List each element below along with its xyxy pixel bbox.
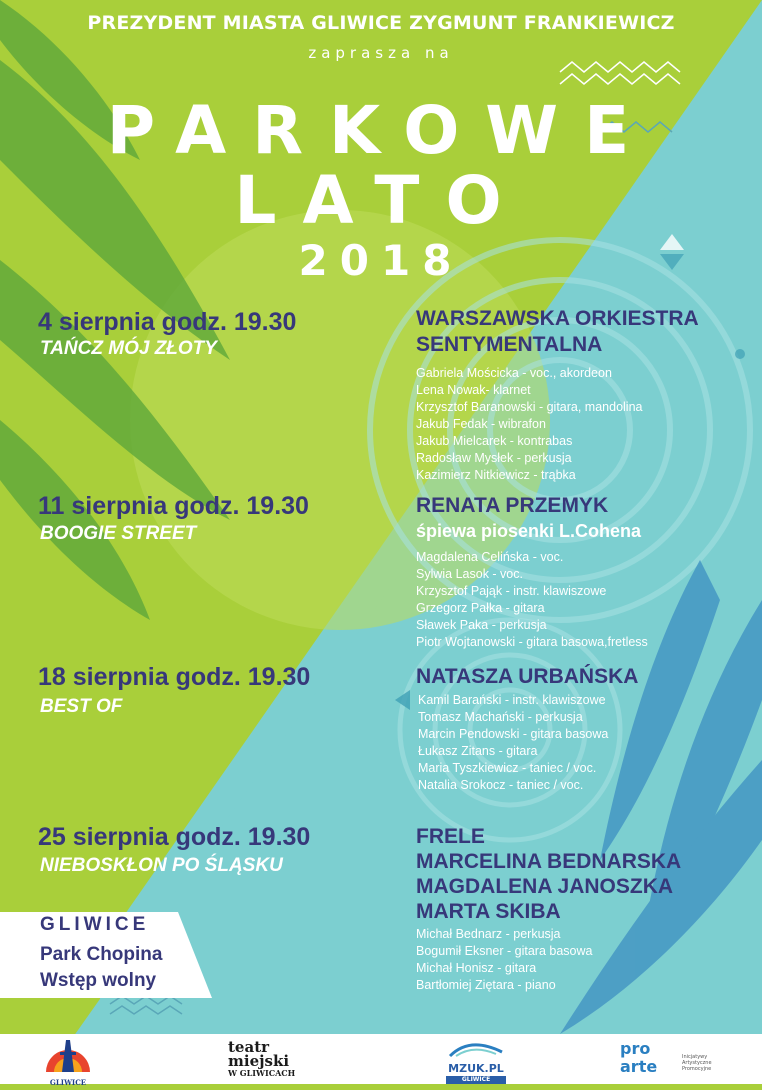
- member: Bogumił Eksner - gitara basowa: [416, 944, 593, 958]
- member: Bartłomiej Ziętara - piano: [416, 978, 556, 992]
- member: Kazimierz Nitkiewicz - trąbka: [416, 468, 576, 482]
- band-line: MARCELINA BEDNARSKA: [416, 850, 682, 873]
- event-program: NIEBOSKŁON PO ŚLĄSKU: [40, 855, 283, 876]
- event-date: 18 sierpnia godz. 19.30: [38, 663, 311, 691]
- year: 2018: [298, 236, 464, 285]
- event-band: [416, 493, 608, 519]
- gliwice-logo: [40, 1038, 96, 1087]
- member: Gabriela Mościcka - voc., akordeon: [416, 366, 612, 380]
- sponsor-footer: [0, 1034, 762, 1087]
- member: Krzysztof Baranowski - gitara, mandolina: [416, 400, 643, 414]
- member: Jakub Mielcarek - kontrabas: [416, 434, 573, 448]
- member: Radosław Mysłek - perkusja: [416, 451, 572, 465]
- member: Krzysztof Pająk - instr. klawiszowe: [416, 584, 607, 598]
- member: Grzegorz Pałka - gitara: [416, 601, 545, 615]
- member: Tomasz Machański - perkusja: [418, 710, 583, 724]
- event-band: [416, 306, 699, 358]
- venue-place: Park Chopina: [40, 944, 163, 965]
- venue-box: [0, 912, 212, 998]
- gliwice-emblem-icon: [40, 1038, 96, 1072]
- event-program: BOOGIE STREET: [40, 523, 197, 544]
- miejski-word: miejski: [228, 1052, 290, 1070]
- w-gliwicach-word: W GLIWICACH: [228, 1068, 296, 1078]
- event-program: TAŃCZ MÓJ ZŁOTY: [40, 338, 217, 359]
- member-list: [416, 926, 592, 994]
- band-line: MAGDALENA JANOSZKA: [416, 875, 674, 898]
- band-line: RENATA PRZEMYK: [416, 494, 609, 517]
- venue-entry: Wstęp wolny: [40, 970, 157, 991]
- band-line: FRELE: [416, 825, 485, 848]
- event-date: 4 sierpnia godz. 19.30: [38, 308, 297, 336]
- mzuk-logo: [446, 1040, 506, 1084]
- title-line-2: LATO: [234, 162, 528, 239]
- organizer-line: PREZYDENT MIASTA GLIWICE ZYGMUNT FRANKIEWICZ: [87, 12, 675, 34]
- event-band: [416, 824, 681, 924]
- band-subtitle: śpiewa piosenki L.Cohena: [416, 521, 642, 541]
- mzuk-wave-icon: [446, 1040, 506, 1058]
- member-list: [416, 365, 642, 484]
- member: Maria Tyszkiewicz - taniec / voc.: [418, 761, 597, 775]
- member: Jakub Fedak - wibrafon: [416, 417, 546, 431]
- teatr-word: teatr: [228, 1038, 270, 1056]
- member-list: [418, 692, 608, 794]
- band-line: SENTYMENTALNA: [416, 333, 603, 356]
- band-line: NATASZA URBAŃSKA: [416, 665, 639, 688]
- event-band: [416, 664, 638, 690]
- invite-line: zaprasza na: [308, 44, 454, 62]
- teatr-miejski-logo: [228, 1040, 308, 1078]
- band-line: MARTA SKIBA: [416, 900, 561, 923]
- pro-arte-logo: [620, 1040, 740, 1080]
- member: Piotr Wojtanowski - gitara basowa,fretless: [416, 635, 648, 649]
- gliwice-logo-caption: GLIWICE: [49, 1078, 87, 1087]
- event-date: 11 sierpnia godz. 19.30: [38, 492, 309, 520]
- event-date: 25 sierpnia godz. 19.30: [38, 823, 311, 851]
- band-line: WARSZAWSKA ORKIESTRA: [416, 307, 699, 330]
- member: Michał Bednarz - perkusja: [416, 927, 561, 941]
- member: Natalia Srokocz - taniec / voc.: [418, 778, 584, 792]
- member: Sylwia Lasok - voc.: [416, 567, 523, 581]
- mzuk-main-text: MZUK.PL: [448, 1062, 504, 1075]
- member-list: [416, 549, 648, 651]
- pro-arte-main-text: pro arte: [620, 1039, 658, 1076]
- member: Lena Nowak- klarnet: [416, 383, 531, 397]
- pro-arte-sub-text: Inicjatywy Artystyczne Promocyjne: [682, 1054, 712, 1072]
- title-line-1: PARKOWE: [106, 92, 656, 169]
- member: Kamil Barański - instr. klawiszowe: [418, 693, 606, 707]
- venue-city: GLIWICE: [40, 914, 150, 935]
- member: Magdalena Celińska - voc.: [416, 550, 564, 564]
- event-program: BEST OF: [40, 696, 123, 717]
- member: Sławek Paka - perkusja: [416, 618, 547, 632]
- member: Łukasz Zitans - gitara: [418, 744, 538, 758]
- member: Michał Honisz - gitara: [416, 961, 537, 975]
- mzuk-sub-text: GLIWICE: [446, 1076, 506, 1084]
- member: Marcin Pendowski - gitara basowa: [418, 727, 609, 741]
